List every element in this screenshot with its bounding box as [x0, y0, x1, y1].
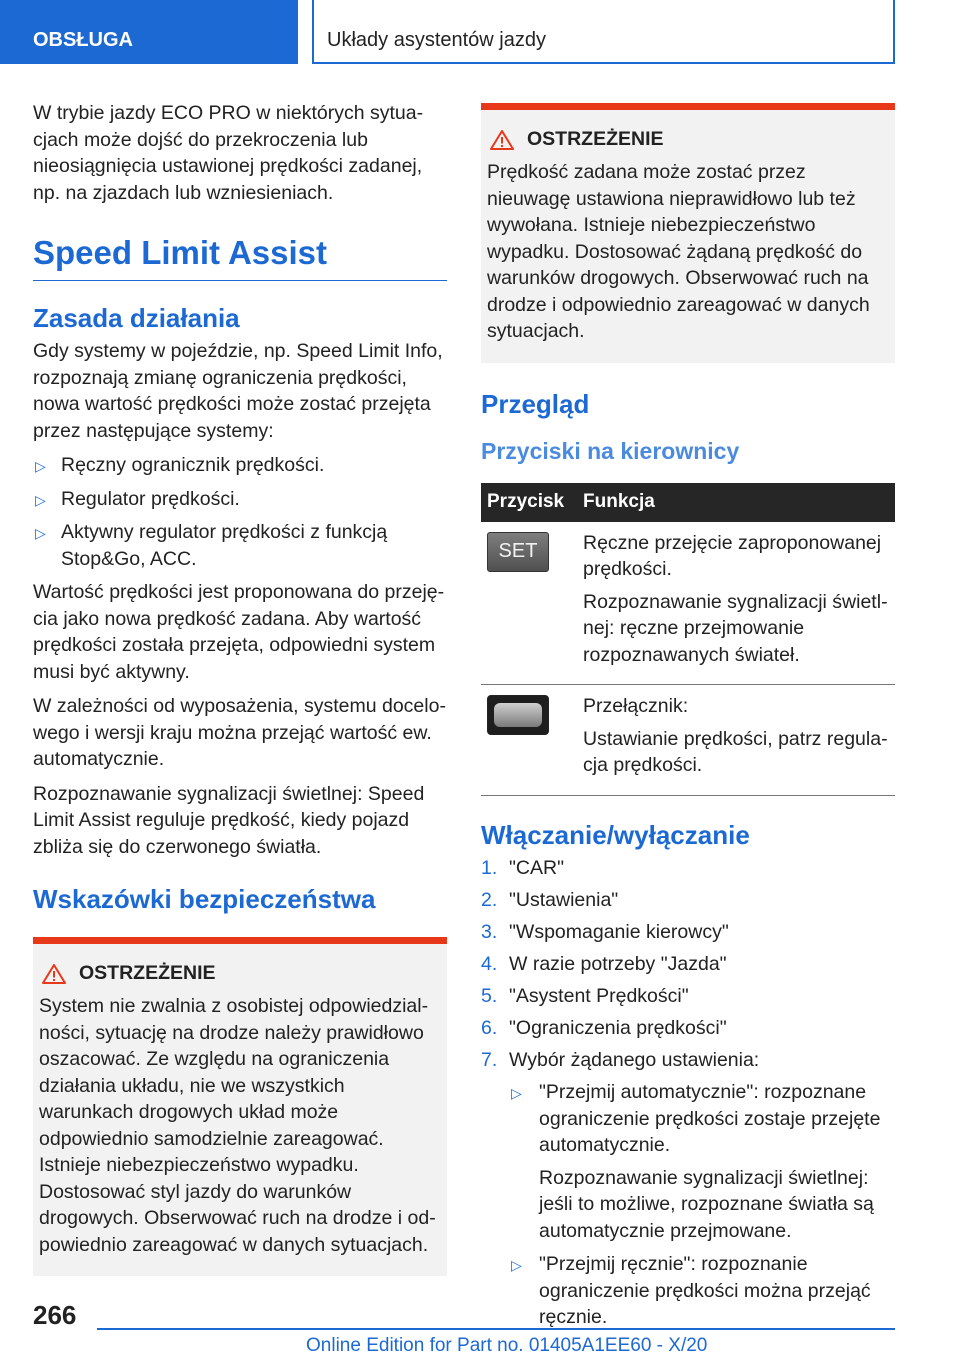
- list-item: ▷ "Przejmij automatycznie": rozpoznane ograniczenie prędkości zostaje przejęte automatycznie. Rozpoznawanie sygnalizacji świetlnej: jeśli to możliwe, rozpoznane światła są automatycznie przejmowane.: [509, 1079, 895, 1244]
- overview-heading: Przegląd: [481, 388, 590, 419]
- footer-divider: [97, 1328, 895, 1330]
- column-header-function: Funkcja: [577, 483, 895, 522]
- warning-triangle-icon: [41, 963, 67, 985]
- warning-triangle-icon: [489, 129, 515, 151]
- triangle-bullet-icon: ▷: [511, 1257, 522, 1273]
- warning-box: [481, 103, 895, 363]
- list-item: ▷ Aktywny regulator prędkości z funkcją Stop&Go, ACC.: [35, 521, 388, 570]
- principle-text: Gdy systemy w pojeździe, np. Speed Limit Info, rozpoznają zmianę ograniczenia prędkości, nowa wartość prędkości może zostać przejęta przez następujące systemy:: [33, 340, 443, 442]
- warning-box: [33, 937, 447, 1276]
- list-item: ▷ Ręczny ogranicznik prędkości.: [33, 452, 447, 479]
- buttons-table: [481, 483, 895, 796]
- steps-list: [481, 855, 895, 1331]
- table-row: [481, 522, 895, 685]
- list-item: 2. "Ustawienia": [481, 888, 619, 911]
- list-item: 6. "Ograniczenia prędkości": [481, 1016, 727, 1039]
- paragraph-traffic-lights: Rozpoznawanie sygnalizacji świetlnej: Speed Limit Assist reguluje prędkość, kiedy pojazd zbliża się do czerwonego światła.: [33, 782, 425, 858]
- buttons-heading: Przyciski na kierownicy: [481, 437, 740, 464]
- page-title: Speed Limit Assist: [33, 234, 447, 281]
- list-item: ▷ Regulator prędkości.: [33, 486, 447, 513]
- onoff-heading: Włączanie/wyłączanie: [481, 819, 750, 850]
- triangle-bullet-icon: ▷: [35, 458, 46, 474]
- list-item: ▷ "Przejmij ręcznie": rozpoznanie ograniczenie prędkości można przejąć ręcznie.: [511, 1253, 871, 1328]
- principle-heading: Zasada działania: [33, 303, 240, 333]
- footer-edition: Online Edition for Part no. 01405A1EE60 - X/20: [306, 1335, 708, 1356]
- warning-title: OSTRZEŻENIE: [487, 128, 887, 151]
- list-item: 7. Wybór żądanego ustawienia: ▷ "Przejmij automatycznie": rozpoznane ograniczenie prędkości zostaje przejęte automatycznie. Rozpoznawanie sygnalizacji świetlnej: jeśli to możliwe, rozpoznane światła są automatycznie przejmowane. ▷ "Przejmij ręcznie": rozpoznanie ograniczenie prędkości można przejąć ręcznie.: [481, 1047, 895, 1331]
- column-header-button: Przycisk: [481, 483, 577, 522]
- list-item: 5. "Asystent Prędkości": [481, 984, 689, 1007]
- options-list: [509, 1079, 895, 1331]
- triangle-bullet-icon: ▷: [35, 525, 46, 541]
- list-item: 3. "Wspomaganie kierowcy": [481, 920, 729, 943]
- rocker-switch-icon: [487, 695, 549, 735]
- triangle-bullet-icon: ▷: [35, 491, 46, 508]
- warning-title: OSTRZEŻENIE: [39, 962, 439, 985]
- list-item: 1. "CAR": [481, 856, 565, 879]
- list-item: 4. W razie potrzeby "Jazda": [481, 952, 727, 975]
- safety-heading: Wskazówki bezpieczeństwa: [33, 884, 376, 914]
- intro-paragraph: W trybie jazdy ECO PRO w niektórych sytuacjach może dojść do przekroczenia lub nieosiągnięcia ustawionej prędkości zadanej, np. na zjazdach lub wzniesieniach.: [33, 102, 424, 204]
- left-column: [33, 100, 447, 1276]
- warning-text: Prędkość zadana może zostać przez nieuwagę ustawiona nieprawidłowo lub też wywołana. Istnieje niebezpieczeństwo wypadku. Dostosować żądaną prędkość do warunków drogowych. Obserwować ruch na drodze i odpowiednio zareagować w danych sytuacjach.: [487, 161, 870, 342]
- chapter-title: Układy asystentów jazdy: [312, 0, 895, 64]
- paragraph-equipment: W zależności od wyposażenia, systemu docelowego i wersji kraju można przejąć wartość ew. automatycznie.: [33, 695, 446, 770]
- table-row: [481, 685, 895, 796]
- table-header-row: [481, 483, 895, 522]
- auto-note: Rozpoznawanie sygnalizacji świetlnej: jeśli to możliwe, rozpoznane światła są automatycznie przejmowane.: [539, 1166, 874, 1242]
- section-tab: OBSŁUGA: [0, 0, 298, 64]
- triangle-bullet-icon: ▷: [511, 1085, 522, 1101]
- table-cell-function: Ręczne przejęcie zaproponowanej prędkości. Rozpoznawanie sygnalizacji świetlnej: ręczne przejmowanie rozpoznawanych świateł.: [577, 522, 895, 685]
- page-number: 266: [33, 1300, 77, 1330]
- table-cell-icon: [481, 522, 577, 685]
- paragraph-proposal: Wartość prędkości jest proponowana do przejęcia jako nowa prędkość zadana. Aby wartość prędkości została przejęta, odpowiedni system musi być aktywny.: [33, 581, 445, 683]
- table-cell-icon: [481, 685, 577, 796]
- systems-list: [33, 452, 447, 572]
- warning-text: System nie zwalnia z osobistej odpowiedzialności, sytuację na drodze należy prawidłowo oszacować. Ze względu na ograniczenia działania układu, nie we wszystkich warunkach drogowych układ może odpowiednio samodzielnie zareagować. Istnieje niebezpieczeństwo wypadku. Dostosować styl jazdy do warunków drogowych. Obserwować ruch na drodze i odpowiednio zareagować w danych sytuacjach.: [39, 995, 436, 1256]
- table-cell-function: Przełącznik: Ustawianie prędkości, patrz regulacja prędkości.: [577, 685, 895, 796]
- set-button-icon: SET: [487, 532, 549, 572]
- right-column: [481, 100, 895, 1338]
